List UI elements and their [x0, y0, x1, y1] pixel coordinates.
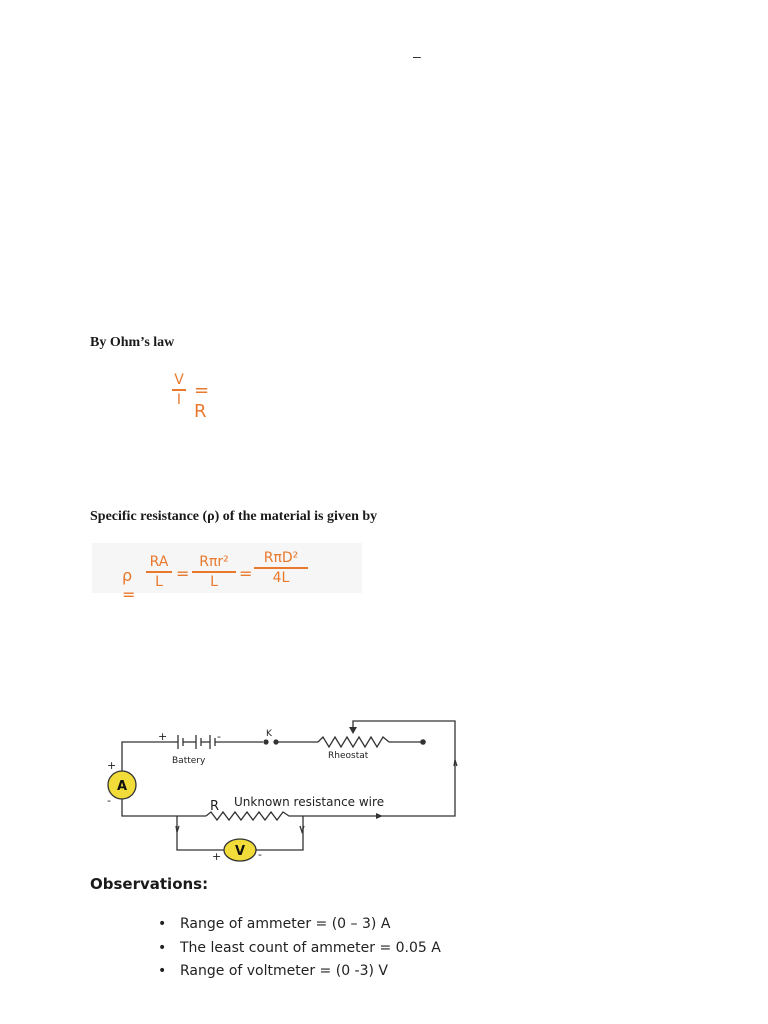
wire — [122, 798, 206, 816]
equals-sign: = — [239, 564, 253, 583]
key-label: K — [266, 729, 272, 739]
fraction-1-denominator: L — [155, 573, 163, 590]
rheostat-slider-arrow-icon — [349, 727, 357, 734]
ammeter-minus-sign: - — [107, 794, 111, 807]
fraction-2-numerator: Rπr² — [199, 554, 229, 570]
wire — [122, 742, 172, 772]
wire — [256, 816, 303, 850]
equals-sign: = — [176, 564, 190, 583]
top-dash-mark: – — [413, 48, 421, 64]
specific-resistance-heading: Specific resistance (ρ) of the material is given by — [90, 509, 378, 524]
resistor-symbol-label: R — [210, 799, 220, 814]
battery-label: Battery — [172, 756, 206, 766]
fraction-bar — [146, 571, 172, 573]
fraction-1-numerator: RA — [149, 554, 169, 570]
voltmeter-minus-sign: - — [258, 848, 262, 861]
key-terminal-icon — [273, 739, 278, 744]
fraction-2-denominator: L — [210, 573, 218, 590]
arrow-icon — [376, 813, 383, 819]
observations-list — [158, 913, 441, 984]
list-item: • Range of ammeter = (0 – 3) A — [158, 913, 441, 937]
rho-symbol: ρ = — [122, 566, 136, 604]
ohms-rhs: = R — [194, 380, 210, 422]
fraction-bar — [192, 571, 236, 573]
fraction-bar — [172, 389, 186, 391]
ohms-law-heading: By Ohm’s law — [90, 335, 175, 350]
observations-heading: Observations: — [90, 875, 209, 893]
rheostat-icon — [318, 737, 422, 747]
voltmeter-plus-sign: + — [212, 850, 222, 863]
battery-icon — [172, 735, 215, 749]
circuit-diagram — [0, 700, 768, 870]
rheostat-label: Rheostat — [328, 751, 369, 761]
fraction-bar — [254, 567, 308, 569]
battery-plus-sign: + — [158, 730, 168, 743]
ammeter-label: A — [116, 779, 128, 794]
rheostat-terminal-icon — [420, 739, 426, 745]
fraction-3-denominator: 4L — [272, 569, 290, 586]
battery-minus-sign: - — [217, 730, 221, 743]
ammeter-plus-sign: + — [107, 759, 117, 772]
ohms-numerator: V — [174, 372, 184, 388]
voltmeter-label: V — [234, 844, 246, 859]
unknown-wire-label: Unknown resistance wire — [234, 795, 385, 809]
resistor-icon — [206, 812, 376, 820]
fraction-3-numerator: RπD² — [263, 550, 299, 566]
ohms-denominator: I — [176, 391, 182, 408]
wire — [177, 816, 224, 850]
key-terminal-icon — [263, 739, 268, 744]
list-item: • Range of voltmeter = (0 -3) V — [158, 960, 441, 984]
wire — [376, 812, 455, 816]
list-item: • The least count of ammeter = 0.05 A — [158, 937, 441, 961]
